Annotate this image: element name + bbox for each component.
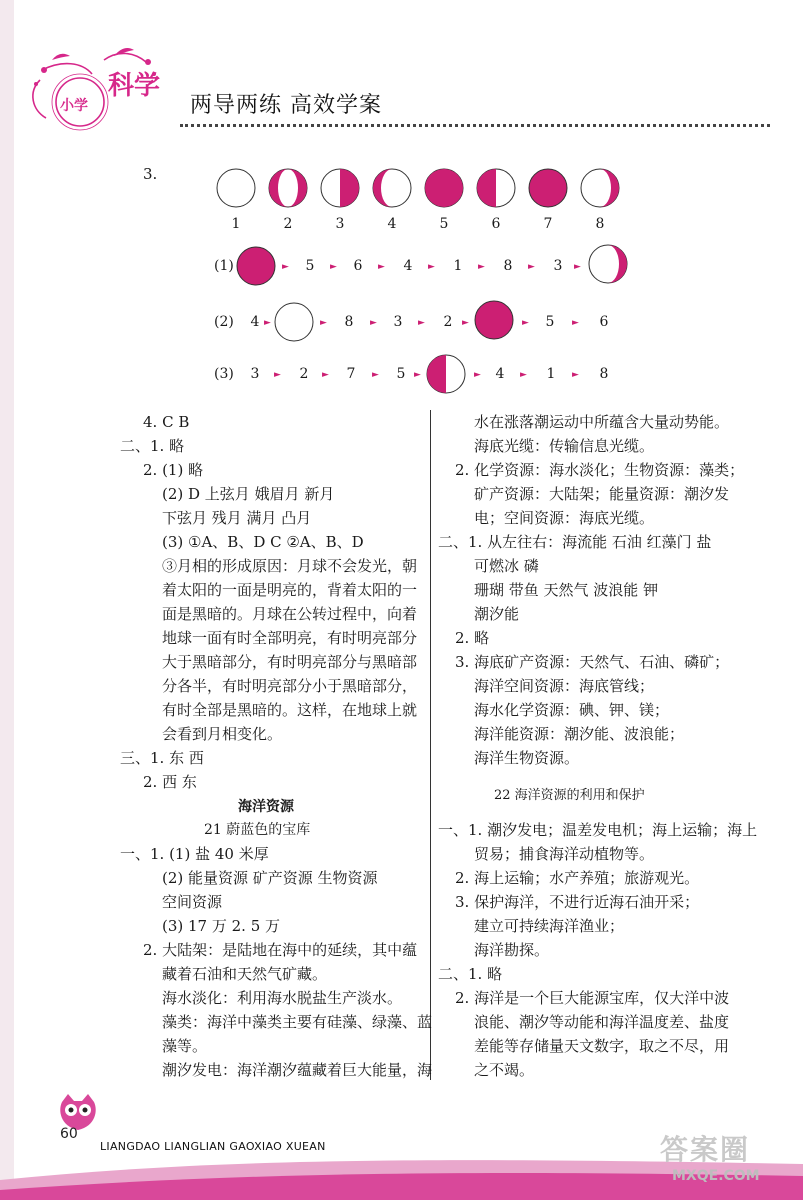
sequence-item: 1 bbox=[546, 366, 556, 382]
phase-number: 6 bbox=[491, 216, 501, 232]
arrow-icon: ► bbox=[282, 262, 289, 272]
answer-line: 着太阳的一面是明亮的，背着太阳的一 bbox=[162, 581, 418, 599]
sequence-item: 5 bbox=[305, 258, 315, 274]
arrow-icon: ► bbox=[274, 370, 281, 380]
moon-phase-3-icon bbox=[320, 168, 360, 208]
answer-line: 一、1. 潮汐发电；温差发电机；海上运输；海上 bbox=[438, 821, 758, 839]
answer-line: 潮汐能 bbox=[474, 605, 520, 623]
answer-line: 2. 西 东 bbox=[143, 773, 197, 791]
sequence-item: 6 bbox=[599, 314, 609, 330]
answer-line: 有时全部是黑暗的。这样，在地球上就 bbox=[162, 701, 418, 719]
answer-line: 下弦月 残月 满月 凸月 bbox=[162, 509, 312, 527]
header-title: 两导两练 高效学案 bbox=[190, 93, 382, 118]
answer-line: 矿产资源：大陆架；能量资源：潮汐发 bbox=[474, 485, 730, 503]
answer-line: ③月相的形成原因：月球不会发光，朝 bbox=[162, 557, 418, 575]
answer-line: 藻等。 bbox=[162, 1037, 208, 1055]
sequence-item: 8 bbox=[503, 258, 513, 274]
answer-line: (3) 17 万 2. 5 万 bbox=[162, 917, 281, 935]
answer-line: (2) D 上弦月 娥眉月 新月 bbox=[162, 485, 335, 503]
moon-phase-2-icon bbox=[268, 168, 308, 208]
sequence-item: 3 bbox=[250, 366, 260, 382]
moon-phase-1-icon bbox=[216, 168, 256, 208]
answer-line: 海底光缆：传输信息光缆。 bbox=[474, 437, 655, 455]
arrow-icon: ► bbox=[520, 370, 527, 380]
answer-line: 三、1. 东 西 bbox=[120, 749, 204, 767]
arrow-icon: ► bbox=[522, 318, 529, 328]
phase-number: 7 bbox=[543, 216, 553, 232]
watermark-text: 答案圈 bbox=[660, 1133, 751, 1166]
answer-line: 分各半，有时明亮部分小于黑暗部分， bbox=[162, 677, 418, 695]
phase-number: 8 bbox=[595, 216, 605, 232]
answer-line: 海水化学资源：碘、钾、镁； bbox=[474, 701, 670, 719]
answer-line: 地球一面有时全部明亮，有时明亮部分 bbox=[162, 629, 418, 647]
answer-line: 水在涨落潮运动中所蕴含大量动势能。 bbox=[474, 413, 730, 431]
arrow-icon: ► bbox=[528, 262, 535, 272]
sequence-item: 7 bbox=[346, 366, 356, 382]
answer-line: 海洋空间资源：海底管线； bbox=[474, 677, 655, 695]
answer-line: 浪能、潮汐等动能和海洋温度差、盐度 bbox=[474, 1013, 730, 1031]
watermark-url: MXQE.COM bbox=[672, 1168, 760, 1184]
arrow-icon: ► bbox=[572, 370, 579, 380]
answer-line: 空间资源 bbox=[162, 893, 223, 911]
logo-top-text: 科学 bbox=[108, 71, 161, 101]
moon-phase-7-icon bbox=[528, 168, 568, 208]
answer-line: 4. C B bbox=[143, 413, 190, 431]
answer-line: (2) 能量资源 矿产资源 生物资源 bbox=[162, 869, 378, 887]
header-dotted-rule bbox=[180, 124, 770, 127]
answer-line: 2. 海上运输；水产养殖；旅游观光。 bbox=[455, 869, 700, 887]
logo-small-text: 小学 bbox=[60, 98, 88, 114]
answer-line: 二、1. 略 bbox=[120, 437, 185, 455]
sequence-item: 1 bbox=[453, 258, 463, 274]
answer-line: 二、1. 从左往右：海流能 石油 红藻门 盐 bbox=[438, 533, 712, 551]
sequence-item: 4 bbox=[403, 258, 413, 274]
arrow-icon: ► bbox=[418, 318, 425, 328]
sequence-2-label: (2) bbox=[214, 314, 234, 330]
moon-phase-6-icon bbox=[476, 168, 516, 208]
arrow-icon: ► bbox=[378, 262, 385, 272]
page-edge-rail bbox=[0, 0, 14, 1200]
column-divider bbox=[430, 410, 431, 1080]
moon-phase-5-icon bbox=[424, 168, 464, 208]
section-title: 海洋资源 bbox=[238, 799, 294, 815]
sequence-item: 3 bbox=[393, 314, 403, 330]
phase-number: 5 bbox=[439, 216, 449, 232]
answer-line: 潮汐发电：海洋潮汐蕴藏着巨大能量，海 bbox=[162, 1061, 433, 1079]
arrow-icon: ► bbox=[372, 370, 379, 380]
phase-number: 3 bbox=[335, 216, 345, 232]
arrow-icon: ► bbox=[474, 370, 481, 380]
sequence-3-label: (3) bbox=[214, 366, 234, 382]
answer-line: (3) ①A、B、D C ②A、B、D bbox=[162, 533, 364, 551]
arrow-icon: ► bbox=[428, 262, 435, 272]
sequence-item: 5 bbox=[396, 366, 406, 382]
sequence-1-label: (1) bbox=[214, 258, 234, 274]
sequence-1-end-moon-icon bbox=[588, 244, 628, 284]
answer-line: 会看到月相变化。 bbox=[162, 725, 283, 743]
answer-line: 2. 略 bbox=[455, 629, 490, 647]
arrow-icon: ► bbox=[462, 318, 469, 328]
sequence-item: 5 bbox=[545, 314, 555, 330]
sequence-item: 8 bbox=[344, 314, 354, 330]
answer-line: 3. 海底矿产资源：天然气、石油、磷矿； bbox=[455, 653, 730, 671]
answer-line: 海洋生物资源。 bbox=[474, 749, 580, 767]
answer-line: 电；空间资源：海底光缆。 bbox=[474, 509, 655, 527]
arrow-icon: ► bbox=[264, 318, 271, 328]
sequence-item: 4 bbox=[250, 314, 260, 330]
arrow-icon: ► bbox=[414, 370, 421, 380]
page-number: 60 bbox=[60, 1126, 78, 1142]
answer-line: 2. 大陆架：是陆地在海中的延续，其中蕴 bbox=[143, 941, 418, 959]
subject-logo bbox=[22, 40, 182, 150]
sequence-item: 6 bbox=[353, 258, 363, 274]
sequence-2-new-moon-icon bbox=[274, 302, 314, 342]
answer-line: 藻类：海洋中藻类主要有硅藻、绿藻、蓝 bbox=[162, 1013, 433, 1031]
answer-line: 海洋勘探。 bbox=[474, 941, 550, 959]
sequence-3-first-quarter-icon bbox=[426, 354, 466, 394]
sequence-item: 2 bbox=[299, 366, 309, 382]
answer-line: 2. (1) 略 bbox=[143, 461, 204, 479]
lesson-title: 22 海洋资源的利用和保护 bbox=[494, 788, 645, 803]
moon-phase-8-icon bbox=[580, 168, 620, 208]
phase-number: 1 bbox=[231, 216, 241, 232]
sequence-2-full-moon-icon bbox=[474, 300, 514, 340]
answer-line: 一、1. (1) 盐 40 米厚 bbox=[120, 845, 269, 863]
arrow-icon: ► bbox=[370, 318, 377, 328]
phase-number: 2 bbox=[283, 216, 293, 232]
sequence-1-start-moon-icon bbox=[236, 246, 276, 286]
answer-line: 海水淡化：利用海水脱盐生产淡水。 bbox=[162, 989, 403, 1007]
sequence-item: 4 bbox=[495, 366, 505, 382]
answer-line: 3. 保护海洋，不进行近海石油开采； bbox=[455, 893, 700, 911]
arrow-icon: ► bbox=[330, 262, 337, 272]
answer-line: 珊瑚 带鱼 天然气 波浪能 钾 bbox=[474, 581, 659, 599]
arrow-icon: ► bbox=[572, 318, 579, 328]
answer-line: 建立可持续海洋渔业； bbox=[474, 917, 625, 935]
answer-line: 二、1. 略 bbox=[438, 965, 503, 983]
sequence-item: 8 bbox=[599, 366, 609, 382]
arrow-icon: ► bbox=[574, 262, 581, 272]
arrow-icon: ► bbox=[322, 370, 329, 380]
answer-line: 贸易；捕食海洋动植物等。 bbox=[474, 845, 655, 863]
answer-line: 可燃冰 磷 bbox=[474, 557, 539, 575]
answer-line: 面是黑暗的。月球在公转过程中，向着 bbox=[162, 605, 418, 623]
arrow-icon: ► bbox=[478, 262, 485, 272]
answer-line: 差能等存储量天文数字，取之不尽，用 bbox=[474, 1037, 730, 1055]
phase-number: 4 bbox=[387, 216, 397, 232]
answer-line: 2. 海洋是一个巨大能源宝库，仅大洋中波 bbox=[455, 989, 730, 1007]
question-3-label: 3. bbox=[143, 165, 158, 183]
answer-line: 之不竭。 bbox=[474, 1061, 535, 1079]
arrow-icon: ► bbox=[320, 318, 327, 328]
answer-line: 藏着石油和天然气矿藏。 bbox=[162, 965, 328, 983]
answer-line: 海洋能资源：潮汐能、波浪能； bbox=[474, 725, 685, 743]
moon-phase-4-icon bbox=[372, 168, 412, 208]
sequence-item: 3 bbox=[553, 258, 563, 274]
answer-line: 2. 化学资源：海水淡化；生物资源：藻类； bbox=[455, 461, 745, 479]
answer-line: 大于黑暗部分，有时明亮部分与黑暗部 bbox=[162, 653, 418, 671]
lesson-title: 21 蔚蓝色的宝库 bbox=[204, 822, 311, 838]
sequence-item: 2 bbox=[443, 314, 453, 330]
series-pinyin: LIANGDAO LIANGLIAN GAOXIAO XUEAN bbox=[100, 1140, 326, 1153]
